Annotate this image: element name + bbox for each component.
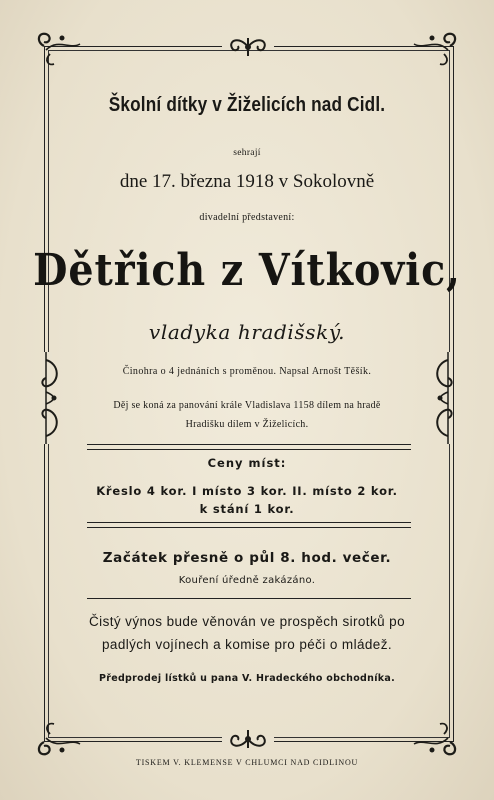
play-subtitle: vladyka hradišský.	[148, 320, 346, 344]
smoking-notice: Kouření úředně zakázáno.	[178, 575, 316, 586]
corner-ornament-bottom-left	[34, 720, 82, 760]
top-center-ornament	[222, 34, 274, 60]
setting-line-1: Děj se koná za panování krále Vladislava 1158 dílem na hradě	[113, 400, 381, 411]
divider-rule-1	[87, 444, 411, 450]
proceeds-line-2: padlých vojínech a komise pro péči o mládež.	[102, 637, 392, 652]
corner-ornament-bottom-right	[412, 720, 460, 760]
prices-text	[0, 482, 494, 518]
start-time: Začátek přesně o půl 8. hod. večer.	[102, 550, 392, 566]
prices-line-2: k stání 1 kor.	[199, 502, 295, 516]
school-line: Školní dítky v Žiželicích nad Cidl.	[108, 94, 386, 116]
show-type: divadelní představení:	[199, 212, 295, 223]
bottom-center-ornament	[222, 726, 274, 752]
divider-rule-2	[87, 522, 411, 528]
corner-ornament-top-right	[412, 28, 460, 68]
divider-rule-3	[87, 598, 411, 599]
prices-line-1: Křeslo 4 kor. I místo 3 kor. II. místo 2 kor.	[96, 484, 398, 498]
presale-line: Předprodej lístků u pana V. Hradeckého obchodníka.	[98, 673, 396, 684]
proceeds-text	[0, 610, 494, 656]
printer-imprint: TISKEM V. KLEMENSE V CHLUMCI NAD CIDLINOU	[135, 758, 359, 767]
proceeds-line-1: Čistý výnos bude věnován ve prospěch sirotků po	[89, 614, 405, 629]
prices-heading: Ceny míst:	[207, 456, 287, 470]
setting-line-2: Hradišku dílem v Žiželicích.	[185, 419, 309, 430]
genre-line: Činohra o 4 jednáních s proměnou. Napsal Arnošt Těšík.	[122, 366, 372, 377]
date-line: dne 17. března 1918 v Sokolovně	[119, 171, 375, 192]
setting-text	[0, 396, 494, 434]
play-title: Dětřich z Vítkovic,	[33, 245, 461, 296]
perform-line: sehrají	[233, 148, 261, 158]
corner-ornament-top-left	[34, 28, 82, 68]
